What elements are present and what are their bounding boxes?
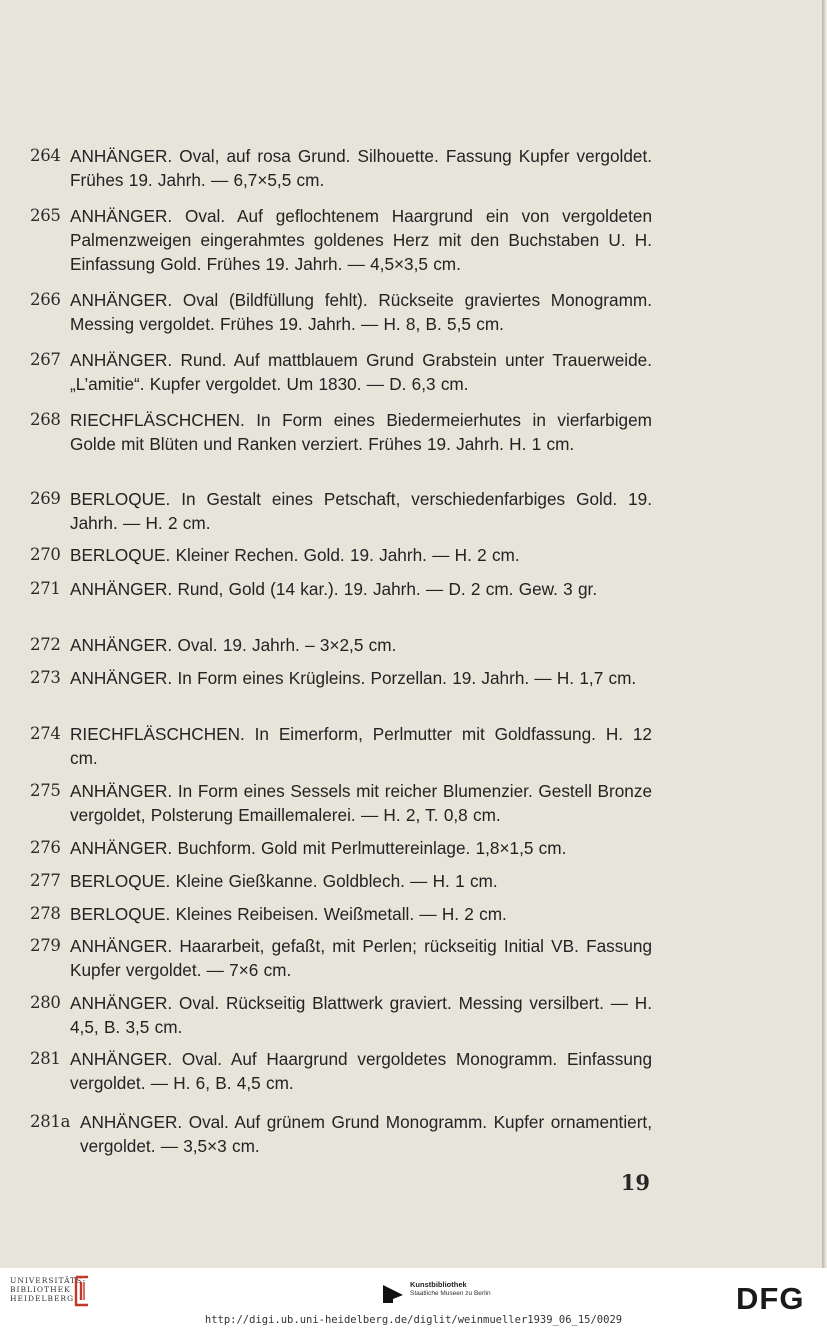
entry-number: 276 bbox=[30, 838, 61, 857]
catalog-entry bbox=[30, 779, 652, 827]
entry-number: 265 bbox=[30, 206, 61, 225]
entry-number: 267 bbox=[30, 350, 61, 369]
university-line-3: HEIDELBERG bbox=[10, 1294, 75, 1303]
entry-text: ANHÄNGER. Rund. Auf mattblauem Grund Grabstein unter Trauerweide. „L’amitie“. Kupfer vergoldet. Um 1830. — D. 6,3 cm. bbox=[70, 350, 652, 394]
entry-number: 278 bbox=[30, 904, 61, 923]
digitization-footer bbox=[0, 1268, 827, 1329]
entry-number: 281 bbox=[30, 1049, 61, 1068]
entry-text: ANHÄNGER. Rund, Gold (14 kar.). 19. Jahrh. — D. 2 cm. Gew. 3 gr. bbox=[70, 579, 598, 599]
entry-number: 266 bbox=[30, 290, 61, 309]
heidelberg-emblem-icon bbox=[68, 1274, 94, 1308]
entry-text: ANHÄNGER. Oval. Auf geflochtenem Haargrund ein von vergoldeten Palmenzweigen eingerahmtes goldenes Herz mit den Buchstaben U. H. Einfassung Gold. Frühes 19. Jahrh. — 4,5×3,5 cm. bbox=[70, 206, 652, 274]
catalog-entry bbox=[30, 543, 652, 567]
entry-text: ANHÄNGER. In Form eines Krügleins. Porzellan. 19. Jahrh. — H. 1,7 cm. bbox=[70, 668, 637, 688]
catalog-entry bbox=[30, 869, 652, 893]
entry-text: ANHÄNGER. Oval, auf rosa Grund. Silhouette. Fassung Kupfer vergoldet. Frühes 19. Jahrh. — 6,7×5,5 cm. bbox=[70, 146, 652, 190]
dfg-logo-text: DFG bbox=[736, 1284, 805, 1314]
entry-text: ANHÄNGER. Oval (Bildfüllung fehlt). Rückseite graviertes Monogramm. Messing vergoldet. Frühes 19. Jahrh. — H. 8, B. 5,5 cm. bbox=[70, 290, 652, 334]
entry-number: 271 bbox=[30, 579, 61, 598]
entry-number: 279 bbox=[30, 936, 61, 955]
entry-text: BERLOQUE. Kleine Gießkanne. Goldblech. — H. 1 cm. bbox=[70, 871, 498, 891]
entry-text: ANHÄNGER. Oval. Auf grünem Grund Monogramm. Kupfer ornamentiert, vergoldet. — 3,5×3 cm. bbox=[80, 1112, 652, 1156]
entry-text: RIECHFLÄSCHCHEN. In Eimerform, Perlmutter mit Goldfassung. H. 12 cm. bbox=[70, 724, 652, 768]
catalog-entry bbox=[30, 577, 652, 601]
entry-text: BERLOQUE. Kleines Reibeisen. Weißmetall. — H. 2 cm. bbox=[70, 904, 507, 924]
catalog-entry bbox=[30, 836, 652, 860]
kunstbibliothek-title: Kunstbibliothek bbox=[410, 1280, 467, 1289]
catalog-entry bbox=[30, 722, 652, 770]
catalog-entry bbox=[30, 408, 652, 456]
university-line-2: BIBLIOTHEK bbox=[10, 1285, 71, 1294]
catalog-entry bbox=[30, 666, 652, 690]
entry-number: 280 bbox=[30, 993, 61, 1012]
catalog-entry bbox=[30, 1047, 652, 1095]
entry-number: 277 bbox=[30, 871, 61, 890]
entry-number: 264 bbox=[30, 146, 61, 165]
entry-number: 274 bbox=[30, 724, 61, 743]
entry-number: 272 bbox=[30, 635, 61, 654]
catalog-entry bbox=[30, 144, 652, 192]
catalog-entry bbox=[30, 288, 652, 336]
dfg-logo[interactable] bbox=[736, 1284, 816, 1314]
entry-text: ANHÄNGER. Oval. 19. Jahrh. – 3×2,5 cm. bbox=[70, 635, 397, 655]
catalog-entry bbox=[30, 633, 652, 657]
entry-text: RIECHFLÄSCHCHEN. In Form eines Biedermeierhutes in vierfarbigem Golde mit Blüten und Ranken verziert. Frühes 19. Jahrh. H. 1 cm. bbox=[70, 410, 652, 454]
entry-text: ANHÄNGER. Haararbeit, gefaßt, mit Perlen; rückseitig Initial VB. Fassung Kupfer vergoldet. — 7×6 cm. bbox=[70, 936, 652, 980]
catalog-entry bbox=[30, 902, 652, 926]
entry-text: ANHÄNGER. Oval. Rückseitig Blattwerk graviert. Messing versilbert. — H. 4,5, B. 3,5 cm. bbox=[70, 993, 652, 1037]
university-line-1: UNIVERSITÄTS- bbox=[10, 1276, 87, 1285]
entry-text: ANHÄNGER. In Form eines Sessels mit reicher Blumenzier. Gestell Bronze vergoldet, Polsterung Emaillemalerei. — H. 2, T. 0,8 cm. bbox=[70, 781, 652, 825]
entry-number: 275 bbox=[30, 781, 61, 800]
page-number: 19 bbox=[620, 1170, 650, 1195]
catalog-entry bbox=[30, 348, 652, 396]
entry-number: 273 bbox=[30, 668, 61, 687]
entry-text: BERLOQUE. Kleiner Rechen. Gold. 19. Jahrh. — H. 2 cm. bbox=[70, 545, 520, 565]
catalog-entry bbox=[30, 991, 652, 1039]
entry-number: 268 bbox=[30, 410, 61, 429]
catalog-entry bbox=[30, 204, 652, 276]
entry-text: ANHÄNGER. Buchform. Gold mit Perlmuttereinlage. 1,8×1,5 cm. bbox=[70, 838, 567, 858]
entry-text: ANHÄNGER. Oval. Auf Haargrund vergoldetes Monogramm. Einfassung vergoldet. — H. 6, B. 4,5 cm. bbox=[70, 1049, 652, 1093]
catalog-entry bbox=[30, 487, 652, 535]
page-edge bbox=[822, 0, 827, 1268]
kunstbibliothek-subtitle: Staatliche Museen zu Berlin bbox=[410, 1290, 491, 1297]
catalog-entry bbox=[30, 934, 652, 982]
catalog-entry bbox=[30, 1110, 652, 1158]
entry-number: 281a bbox=[30, 1112, 71, 1131]
kunstbibliothek-logo-icon[interactable] bbox=[381, 1283, 405, 1305]
source-url[interactable]: http://digi.ub.uni-heidelberg.de/diglit/weinmueller1939_06_15/0029 bbox=[204, 1314, 623, 1326]
entry-number: 270 bbox=[30, 545, 61, 564]
entry-text: BERLOQUE. In Gestalt eines Petschaft, verschiedenfarbiges Gold. 19. Jahrh. — H. 2 cm. bbox=[70, 489, 652, 533]
entry-number: 269 bbox=[30, 489, 61, 508]
kunstbibliothek-text bbox=[410, 1280, 491, 1298]
